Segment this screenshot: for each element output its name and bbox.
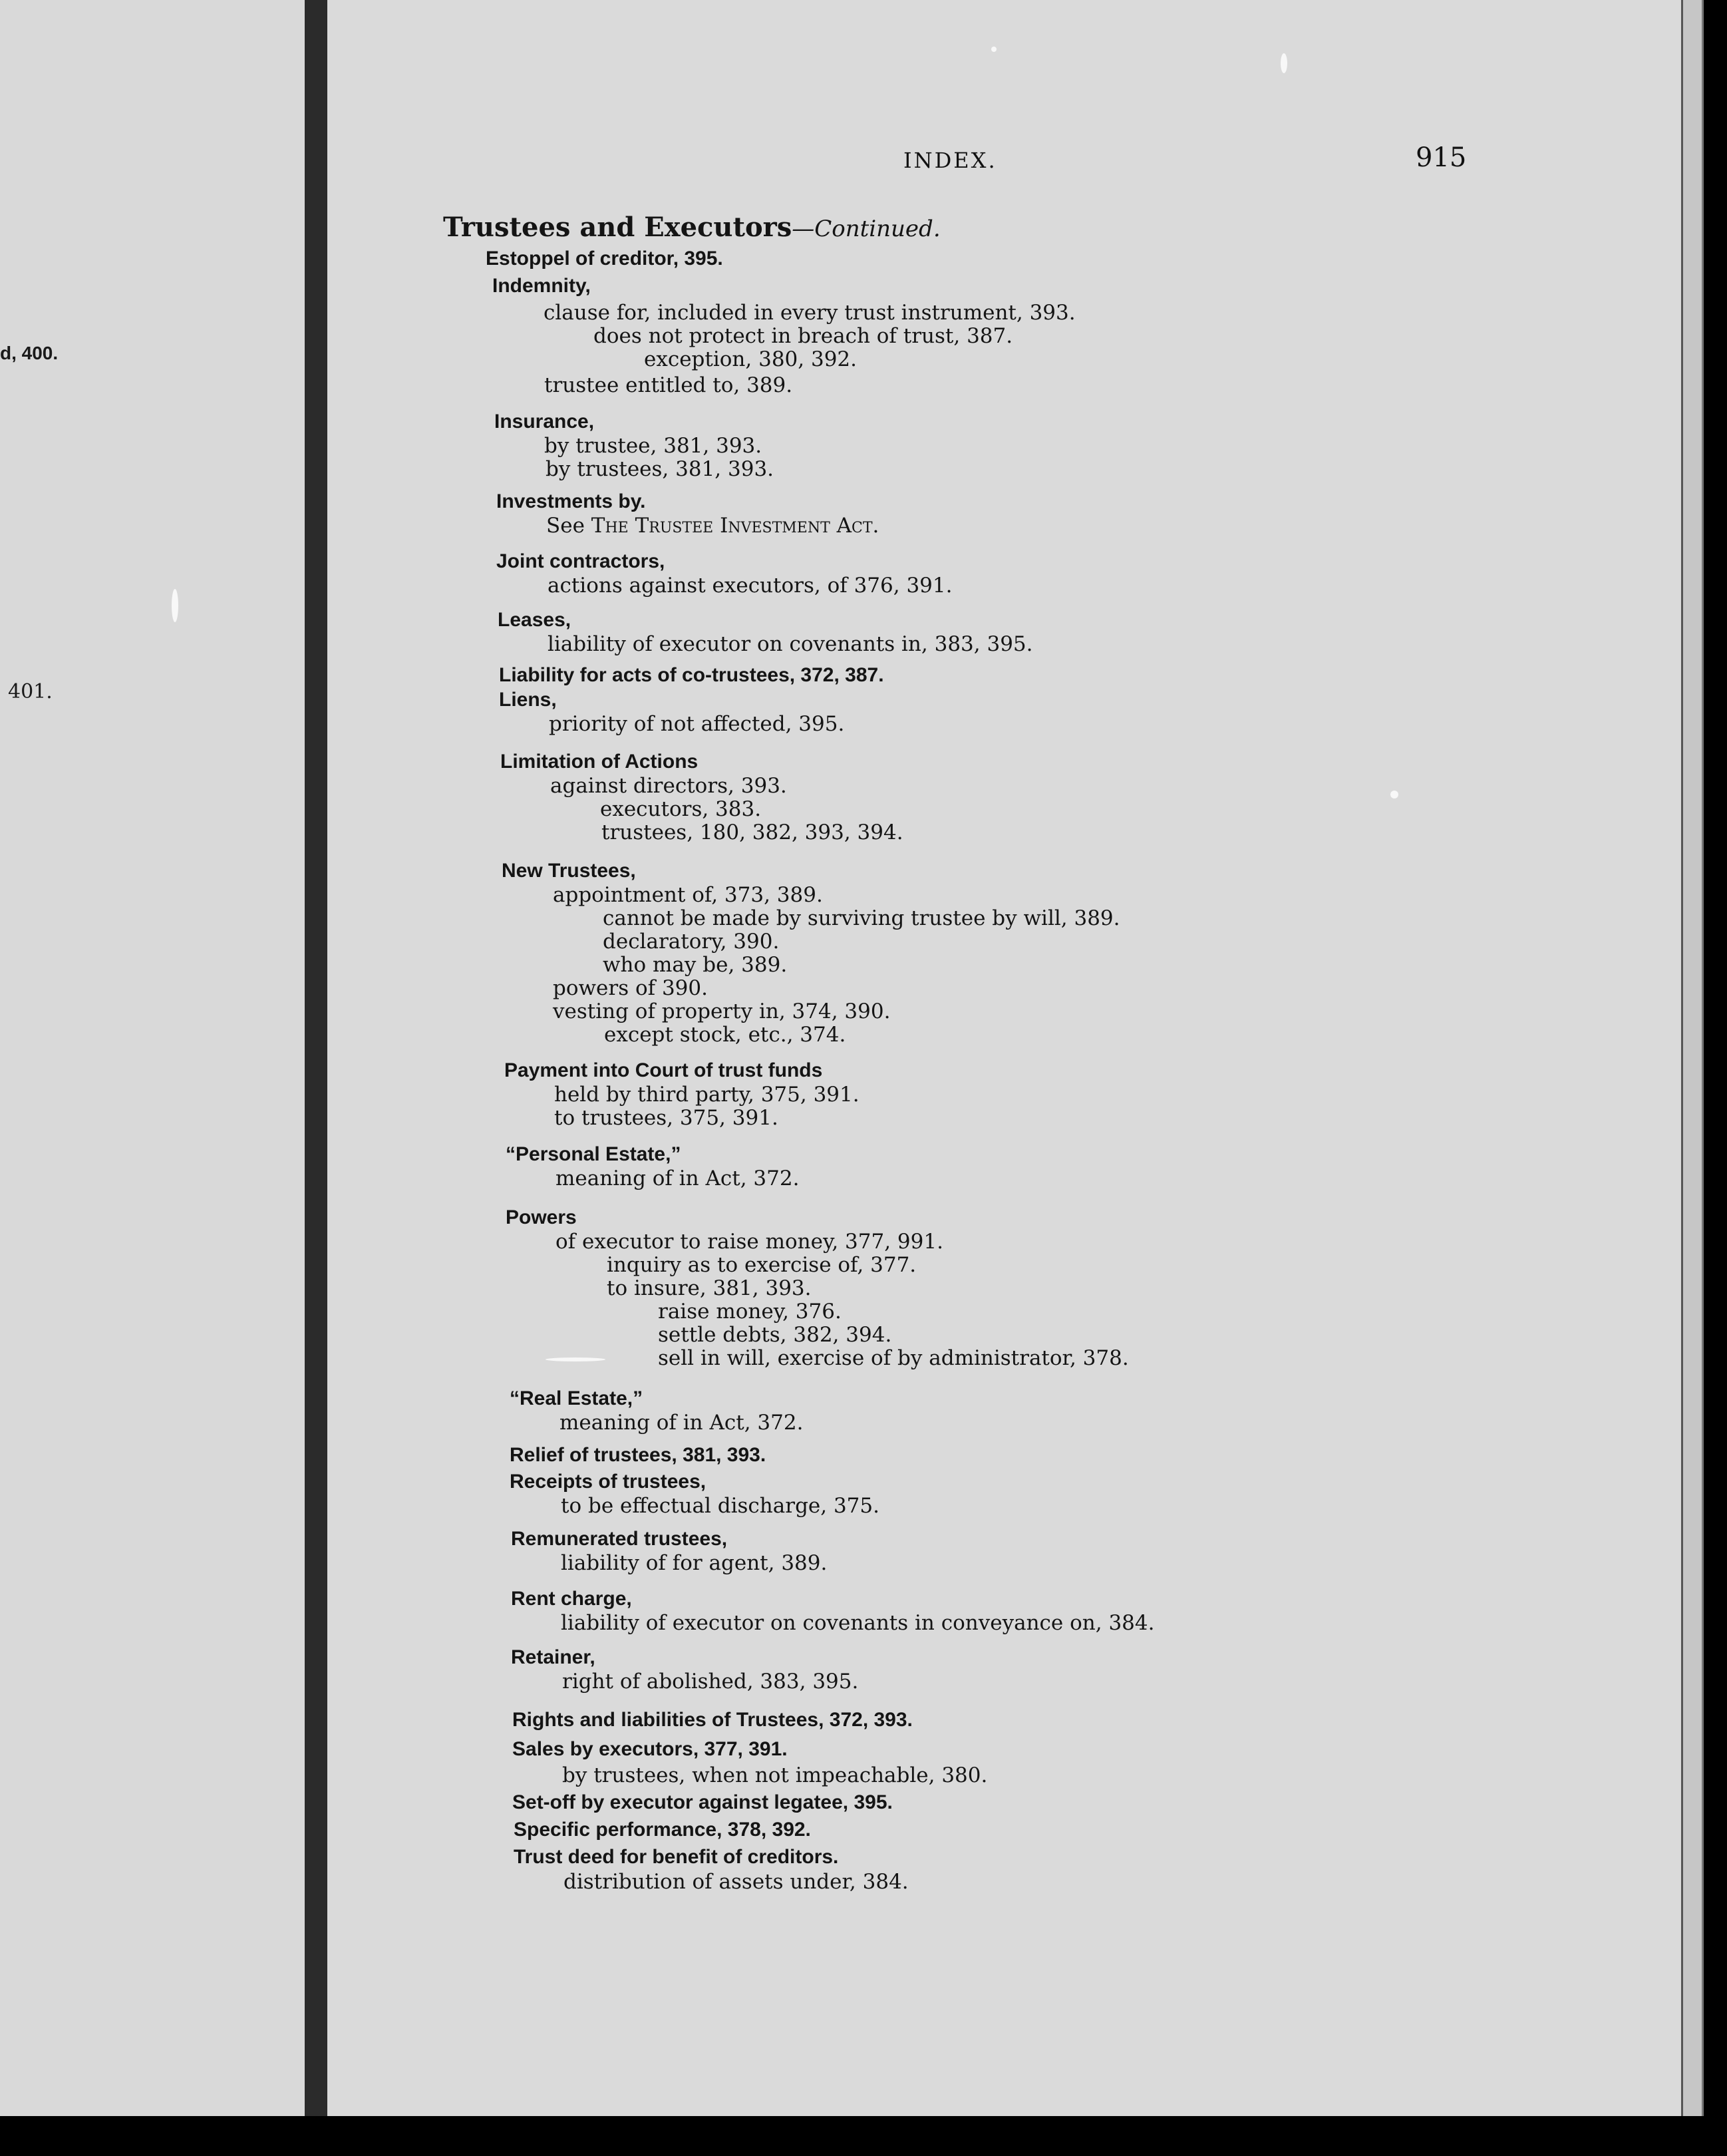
index-subentry: cannot be made by surviving trustee by will, 389. xyxy=(603,906,1120,930)
index-subentry: by trustee, 381, 393. xyxy=(544,434,762,458)
index-subentry: trustees, 180, 382, 393, 394. xyxy=(601,820,903,844)
index-subentry: against directors, 393. xyxy=(550,774,787,798)
index-subentry: to trustees, 375, 391. xyxy=(554,1106,778,1130)
index-subentry: liability of for agent, 389. xyxy=(561,1551,828,1575)
index-subentry: by trustees, when not impeachable, 380. xyxy=(562,1763,988,1787)
index-entry-heading: Limitation of Actions xyxy=(500,751,699,773)
index-subentry: held by third party, 375, 391. xyxy=(554,1083,860,1107)
scan-speck xyxy=(172,589,178,622)
index-subentry: vesting of property in, 374, 390. xyxy=(553,999,891,1023)
index-subentry: distribution of assets under, 384. xyxy=(563,1870,909,1894)
index-entry-heading: Payment into Court of trust funds xyxy=(504,1059,823,1081)
index-subentry: who may be, 389. xyxy=(603,953,788,977)
continued-label: —Continued. xyxy=(792,216,941,242)
scan-speck xyxy=(1281,53,1287,73)
index-subentry: exception, 380, 392. xyxy=(644,347,857,371)
index-entry-heading: Receipts of trustees, xyxy=(510,1471,706,1493)
index-entry-heading: Indemnity, xyxy=(492,275,591,297)
index-subentry: See The Trustee Investment Act. xyxy=(546,514,879,538)
index-entry-heading: Leases, xyxy=(498,609,571,631)
index-entry-heading: Insurance, xyxy=(494,411,595,433)
index-subentry: except stock, etc., 374. xyxy=(604,1023,846,1047)
index-entry-heading: “Real Estate,” xyxy=(510,1387,643,1409)
index-subentry: meaning of in Act, 372. xyxy=(559,1411,804,1435)
index-entry-heading: Estoppel of creditor, 395. xyxy=(486,248,723,270)
index-subentry: by trustees, 381, 393. xyxy=(546,457,774,481)
main-heading-text: Trustees and Executors xyxy=(443,212,792,243)
index-subentry: does not protect in breach of trust, 387. xyxy=(593,324,1013,348)
index-entry-heading: Liens, xyxy=(499,689,557,711)
index-subentry: executors, 383. xyxy=(600,797,762,821)
index-subentry: priority of not affected, 395. xyxy=(549,712,845,736)
scan-speck xyxy=(991,47,997,52)
index-entry-heading: Powers xyxy=(506,1206,577,1228)
index-entry-heading: Remunerated trustees, xyxy=(511,1528,728,1550)
index-subentry: right of abolished, 383, 395. xyxy=(562,1670,859,1694)
index-subentry: liability of executor on covenants in, 383, 395. xyxy=(548,632,1033,656)
index-entry-heading: Rent charge, xyxy=(511,1588,632,1610)
index-subentry: raise money, 376. xyxy=(658,1300,842,1324)
index-subentry: meaning of in Act, 372. xyxy=(555,1167,800,1190)
index-entry-heading: “Personal Estate,” xyxy=(506,1143,681,1165)
index-entry-heading: Set-off by executor against legatee, 395. xyxy=(512,1791,893,1813)
index-entry-heading: New Trustees, xyxy=(502,860,636,882)
index-entry-heading: Retainer, xyxy=(511,1646,595,1668)
act-title-small-caps: The Trustee Investment Act. xyxy=(591,514,879,538)
index-entry-heading: Joint contractors, xyxy=(496,550,665,572)
index-entry-heading: Trust deed for benefit of creditors. xyxy=(514,1846,839,1868)
index-subentry: to insure, 381, 393. xyxy=(607,1276,812,1300)
running-header: INDEX. xyxy=(903,148,997,173)
index-subentry: actions against executors, of 376, 391. xyxy=(548,574,953,598)
index-subentry: sell in will, exercise of by administrator, 378. xyxy=(658,1346,1129,1370)
index-subentry: powers of 390. xyxy=(553,976,708,1000)
scan-speck xyxy=(1390,791,1398,799)
index-subentry: liability of executor on covenants in conveyance on, 384. xyxy=(561,1611,1155,1635)
index-subentry: to be effectual discharge, 375. xyxy=(561,1494,879,1518)
left-page-fragment: 401. xyxy=(8,680,53,703)
index-subentry: trustee entitled to, 389. xyxy=(544,373,793,397)
index-subentry: clause for, included in every trust instrument, 393. xyxy=(544,301,1076,325)
index-entry-heading: Specific performance, 378, 392. xyxy=(514,1819,811,1841)
index-entry-heading: Investments by. xyxy=(496,490,646,512)
left-page-fragment: d, 400. xyxy=(0,343,59,363)
index-entry-heading: Relief of trustees, 381, 393. xyxy=(510,1444,766,1466)
index-subentry: appointment of, 373, 389. xyxy=(553,883,823,907)
index-subentry: inquiry as to exercise of, 377. xyxy=(607,1253,917,1277)
main-heading xyxy=(443,212,941,243)
index-entry-heading: Liability for acts of co-trustees, 372, 387. xyxy=(499,664,884,686)
index-subentry: settle debts, 382, 394. xyxy=(658,1323,892,1347)
index-entry-heading: Rights and liabilities of Trustees, 372, 393. xyxy=(512,1709,913,1731)
index-subentry: of executor to raise money, 377, 991. xyxy=(555,1230,943,1254)
page-number: 915 xyxy=(1416,142,1467,173)
index-subentry: declaratory, 390. xyxy=(603,930,780,954)
index-entry-heading: Sales by executors, 377, 391. xyxy=(512,1738,788,1760)
scan-speck xyxy=(546,1357,605,1361)
